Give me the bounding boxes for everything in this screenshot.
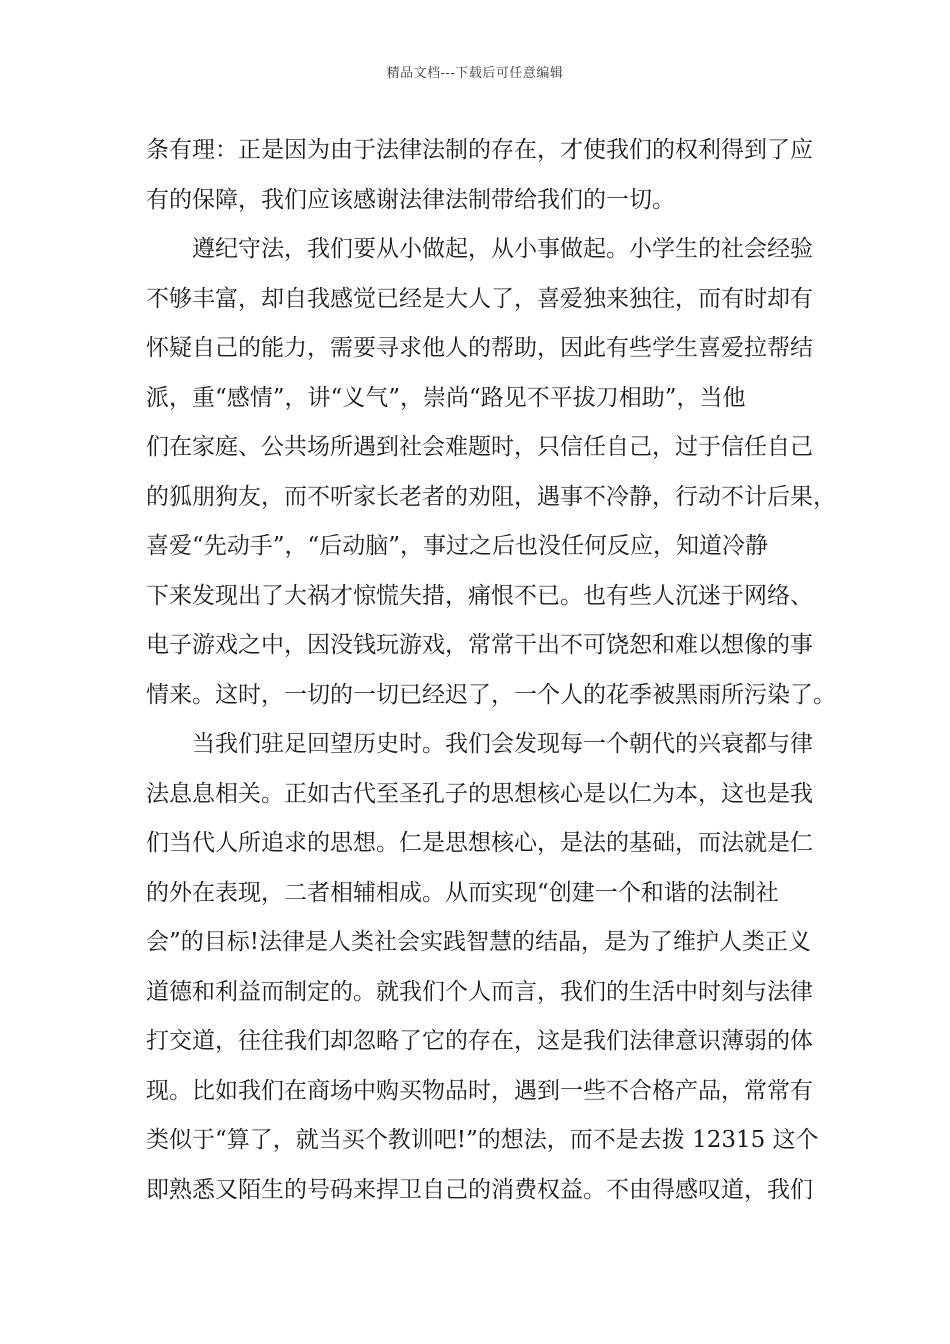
text-line: 电子游戏之中，因没钱玩游戏，常常干出不可饶恕和难以想像的事 [146, 632, 813, 658]
text-line: 们当代人所追求的思想。仁是思想核心，是法的基础，而法就是仁 [146, 830, 813, 856]
text-line: 即熟悉又陌生的号码来捍卫自己的消费权益。不由得感叹道，我们 [146, 1176, 813, 1203]
text-line: 们在家庭、公共场所遇到社会难题时，只信任自己，过于信任自己 [146, 434, 813, 460]
text-line: 派，重“感情”，讲“义气”，崇尚“路见不平拔刀相助”，当他 [146, 384, 746, 411]
text-line: 条有理：正是因为由于法律法制的存在，才使我们的权利得到了应 [146, 137, 813, 163]
text-line: 喜爱“先动手”，“后动脑”，事过之后也没任何反应，知道冷静 [146, 533, 769, 559]
paragraph-start-line: 遵纪守法，我们要从小做起，从小事做起。小学生的社会经验 [192, 236, 813, 262]
document-body [146, 126, 836, 1215]
text-line: 现。比如我们在商场中购买物品时，遇到一些不合格产品，常常有 [146, 1077, 813, 1104]
text-line: 的外在表现，二者相辅相成。从而实现“创建一个和谐的法制社 [146, 879, 779, 906]
text-line: 打交道，往往我们却忽略了它的存在，这是我们法律意识薄弱的体 [146, 1028, 813, 1054]
paragraph-start-line: 当我们驻足回望历史时。我们会发现每一个朝代的兴衰都与律 [192, 731, 813, 757]
text-line: 类似于“算了，就当买个教训吧!”的想法，而不是去拨 12315 这个 [146, 1127, 819, 1153]
text-line: 法息息相关。正如古代至圣孔子的思想核心是以仁为本，这也是我 [146, 780, 813, 807]
text-line: 怀疑自己的能力，需要寻求他人的帮助，因此有些学生喜爱拉帮结 [146, 335, 813, 361]
text-line: 不够丰富，却自我感觉已经是大人了，喜爱独来独往，而有时却有 [146, 285, 813, 312]
text-line: 情来。这时，一切的一切已经迟了，一个人的花季被黑雨所污染了。 [146, 681, 836, 708]
text-line: 会”的目标!法律是人类社会实践智慧的结晶，是为了维护人类正义 [146, 929, 812, 955]
text-line: 下来发现出了大祸才惊慌失措，痛恨不已。也有些人沉迷于网络、 [146, 582, 813, 609]
text-line: 的狐朋狗友，而不听家长老者的劝阻，遇事不冷静，行动不计后果， [146, 483, 836, 510]
page-header: 精品文档---下载后可任意编辑 [386, 66, 564, 81]
text-line: 有的保障，我们应该感谢法律法制带给我们的一切。 [146, 186, 675, 213]
text-line: 道德和利益而制定的。就我们个人而言，我们的生活中时刻与法律 [146, 978, 813, 1005]
